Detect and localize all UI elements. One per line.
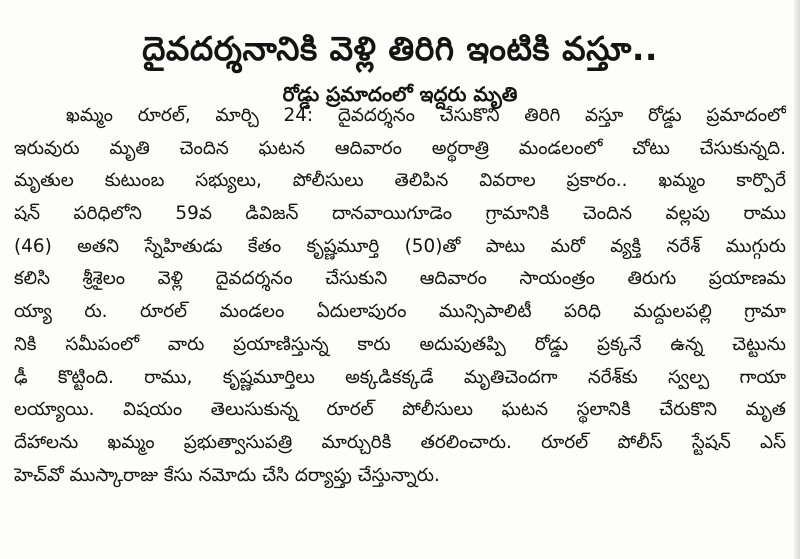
body-line: య్యా రు. రూరల్ మండలం ఏదులాపురం మున్సిపాలిటీ పరిధి మద్దులపల్లి గ్రామా xyxy=(14,301,786,323)
body-line: లయ్యాయి. విషయం తెలుసుకున్న రూరల్ పోలీసులు ఘటన స్థలానికి చేరుకొని మృత xyxy=(14,399,786,421)
headline: దైవదర్శనానికి వెళ్లి తిరిగి ఇంటికి వస్తూ.. xyxy=(142,29,658,69)
body-line: ఢీ కొట్టింది. రాము, కృష్ణమూర్తిలు అక్కడికక్కడే మృతిచెందగా నరేశ్‌కు స్వల్ప గాయా xyxy=(14,366,786,388)
body-line: ఖమ్మం రూరల్, మార్చి 24: దైవదర్శనం చేసుకొని తిరిగి వస్తూ రోడ్డు ప్రమాదంలో xyxy=(66,105,786,126)
body-line: (46) అతని స్నేహితుడు కేతం కృష్ణమూర్తి (50)తో పాటు మరో వ్యక్తి నరేశ్ ముగ్గురు xyxy=(14,235,786,257)
body-line: షన్ పరిధిలోని 59వ డివిజన్ దానవాయిగూడెం గ్రామానికి చెందిన వల్లపు రాము xyxy=(14,203,786,225)
body-line: ఇరువురు మృతి చెందిన ఘటన ఆదివారం అర్థరాత్రి మండలంలో చోటు చేసుకున్నది. xyxy=(14,137,786,159)
body-line: హెచ్‌వో ముస్కారాజు కేసు నమోదు చేసి దర్యాప్తు చేస్తున్నారు. xyxy=(14,464,440,486)
body-line: నికి సమీపంలో వారు ప్రయాణిస్తున్న కారు అదుపుతప్పి రోడ్డు ప్రక్కనే ఉన్న చెట్టును xyxy=(14,333,786,355)
body-line: దేహాలను ఖమ్మం ప్రభుత్వాసుపత్రి మార్చురికి తరలించారు. రూరల్ పోలీస్ స్టేషన్ ఎస్ xyxy=(14,431,786,453)
page-edge-shadow xyxy=(794,0,800,559)
cut-off-next-headline xyxy=(150,538,650,559)
subheadline: రోడ్డు ప్రమాదంలో ఇద్దరు మృతి xyxy=(282,81,518,106)
body-line: మృతుల కుటుంబ సభ్యులు, పోలీసులు తెలిపిన వివరాల ప్రకారం.. ఖమ్మం కార్పొరే xyxy=(14,170,786,192)
body-line: కలిసి శ్రీశైలం వెళ్లి దైవదర్శనం చేసుకుని ఆదివారం సాయంత్రం తిరుగు ప్రయాణమ xyxy=(14,268,786,290)
article-body xyxy=(14,100,786,492)
